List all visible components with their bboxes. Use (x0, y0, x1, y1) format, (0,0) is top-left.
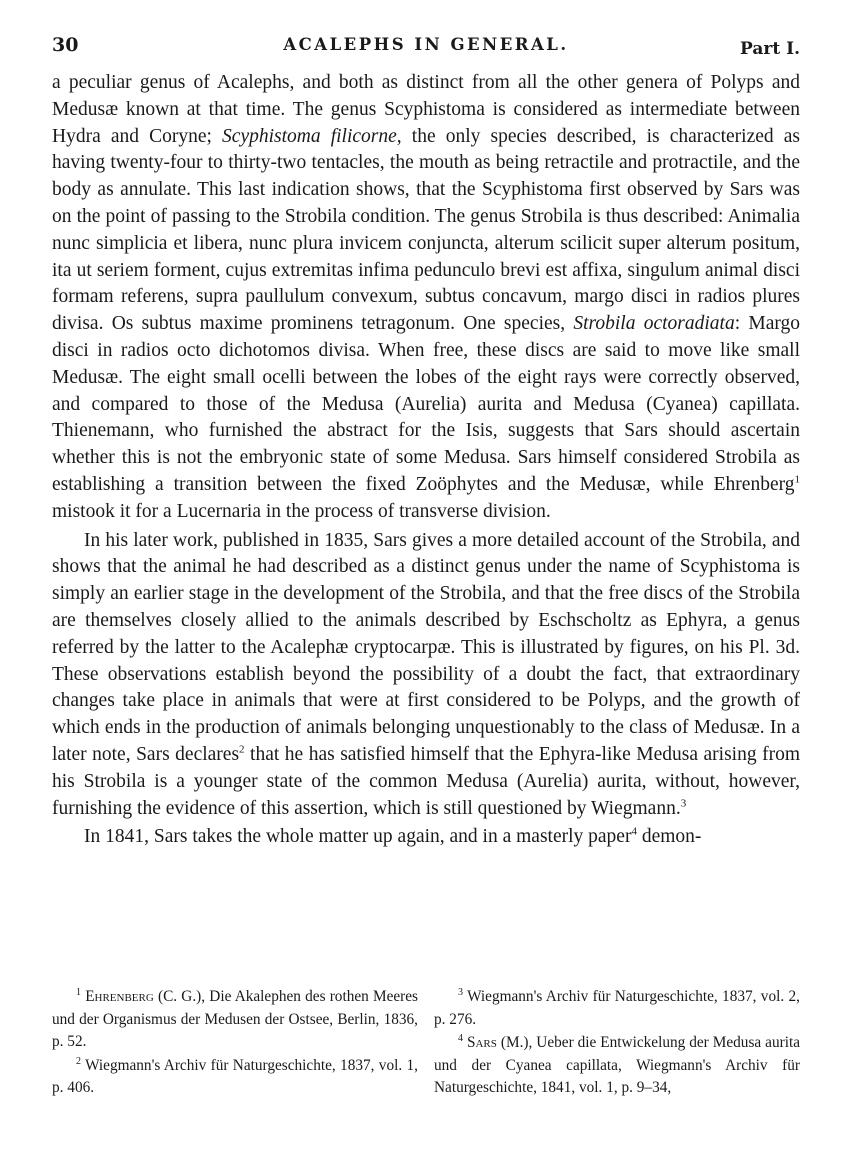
footnote-reference: 4 (631, 825, 637, 838)
footnotes-right-column (434, 986, 800, 1101)
footnote-mark: 2 (76, 1055, 81, 1067)
text-run: that he has satisfied himself that the Ephyra-like Medusa arising from his Strobila is a younger state of the common Medusa (Aurelia) aurita, without, however, furnishing the evidence of this assertion, which is still questioned by Wiegmann. (52, 743, 800, 819)
page-number: 30 (52, 34, 79, 56)
footnote-text: Wiegmann's Archiv für Naturgeschichte, 1837, vol. 1, p. 406. (52, 1056, 418, 1096)
footnote-text: (M.), Ueber die Entwickelung der Medusa aurita und der Cyanea capillata, Wiegmann's Archiv für Naturgeschichte, 1841, vol. 1, p. 9–34, (434, 1034, 800, 1096)
footnote-author: Ehrenberg (85, 988, 154, 1005)
footnote (434, 986, 800, 1031)
footnote-text: (C. G.), Die Akalephen des rothen Meeres und der Organismus der Medusen der Ostsee, Berlin, 1836, p. 52. (52, 988, 418, 1050)
footnote (434, 1032, 800, 1100)
footnote-reference: 3 (680, 797, 687, 810)
text-run: , the only species described, is characterized as having twenty-four to thirty-two tentacles, the mouth as being retractile and protractile, and the body as annulate. This last indication shows, that the Scyphistoma first observed by Sars was on the point of passing to the Strobila condition. The genus Strobila is thus described: Animalia nunc simplicia et libera, nunc plura invicem conjuncta, alterum scilicit super alterum positum, ita ut seriem forment, cujus extremitas infima pedunculo brevi est affixa, singulum animal disci formam referens, supra paullulum convexum, subtus concavum, margo disci in radios plures divisa. Os subtus maxime prominens tetragonum. One species, (52, 125, 800, 335)
paragraph (52, 528, 800, 823)
part-label: Part I. (740, 39, 800, 59)
text-run: : Margo disci in radios octo dichotomos divisa. When free, these discs are said to move like small Medusæ. The eight small ocelli between the lobes of the eight rays were correctly observed, and compared to those of the Medusa (Aurelia) aurita and Medusa (Cyanea) capillata. Thienemann, who furnished the abstract for the Isis, suggests that Sars should ascertain whether this is not the embryonic state of some Medusa. Sars himself considered Strobila as establishing a transition between the fixed Zoöphytes and the Medusæ, while Ehrenberg (52, 313, 800, 495)
paragraph (52, 824, 800, 851)
footnotes (52, 986, 800, 1101)
footnote-reference: 1 (794, 473, 800, 486)
running-title: ACALEPHS IN GENERAL. (283, 35, 569, 54)
running-header (52, 26, 800, 66)
text-run: mistook it for a Lucernaria in the process of transverse division. (52, 500, 551, 522)
footnotes-left-column (52, 986, 418, 1101)
text-run: a peculiar genus of Acalephs, and both as distinct from all the other genera of Polyps and Medusæ known at that time. The genus Scyphistoma is considered as intermediate between Hydra and Coryne; (52, 72, 800, 147)
text-run: demon- (636, 826, 702, 848)
footnote-mark: 3 (458, 986, 463, 998)
paragraph-continued (52, 70, 800, 526)
footnote-mark: 4 (458, 1032, 463, 1044)
footnote-author: Sars (466, 1034, 497, 1051)
italic-term: Scyphistoma filicorne (222, 125, 397, 147)
book-page (52, 26, 800, 1136)
italic-term: Strobila octoradiata (573, 313, 735, 335)
body-text (52, 70, 800, 851)
footnote-reference: 2 (239, 743, 245, 756)
footnote (52, 986, 418, 1054)
footnote (52, 1055, 418, 1100)
footnote-text: Wiegmann's Archiv für Naturgeschichte, 1837, vol. 2, p. 276. (434, 988, 800, 1028)
text-run: In 1841, Sars takes the whole matter up again, and in a masterly paper (84, 826, 632, 848)
text-run: In his later work, published in 1835, Sars gives a more detailed account of the Strobila, and shows that the animal he had described as a distinct genus under the name of Scyphistoma is simply an earlier stage in the development of the Strobila, and that the free discs of the Strobila are themselves closely allied to the animals described by Eschscholtz as Ephyra, a genus referred by the latter to the Acalephæ cryptocarpæ. This is illustrated by figures, on his Pl. 3d. These observations establish beyond the possibility of a doubt the fact, that extraordinary changes take place in animals that were at first considered to be Polyps, and the growth of which ends in the production of animals belonging unquestionably to the class of Medusæ. In a later note, Sars declares (52, 529, 800, 765)
footnote-mark: 1 (76, 986, 81, 998)
